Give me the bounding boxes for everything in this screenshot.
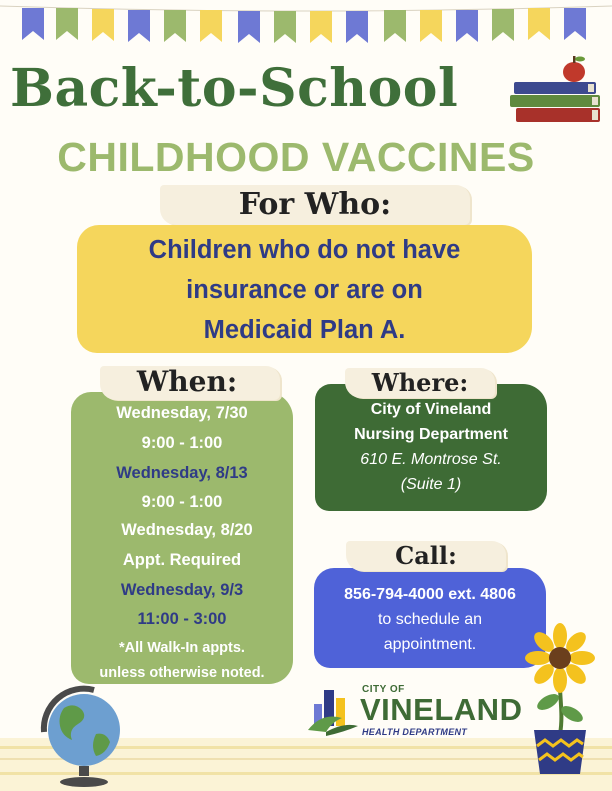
sunflower-pot-icon [520,622,600,778]
logo-city-of: CITY OF [362,684,405,695]
when-time: 9:00 - 1:00 [141,434,223,452]
logo-vineland: VINELAND [360,692,523,727]
where-heading: Where: [371,368,469,397]
who-heading: For Who: [238,187,392,222]
where-line: City of Vineland [370,401,492,418]
books-with-apple-icon [508,52,604,126]
when-date: Wednesday, 7/30 [116,404,248,422]
globe-icon [34,672,130,788]
when-heading: When: [136,365,238,398]
when-date: Wednesday, 8/20 [121,521,253,539]
when-date: Wednesday, 9/3 [120,581,244,599]
call-heading: Call: [395,541,457,570]
call-line: appointment. [383,636,477,653]
vineland-logo-icon [306,684,360,740]
when-note: unless otherwise noted. [99,665,265,681]
title-main: Back-to-School [10,58,459,119]
call-line: to schedule an [377,611,483,628]
bunting-flags [0,0,612,48]
where-suite: (Suite 1) [400,476,462,493]
who-text [77,230,532,350]
who-line: Children who do not have [148,236,461,264]
phone-number[interactable]: 856-794-4000 ext. 4806 [344,586,516,603]
where-address: 610 E. Montrose St. [360,451,502,468]
when-note: Appt. Required [122,551,242,569]
when-date: Wednesday, 8/13 [116,464,248,482]
where-line: Nursing Department [354,426,508,443]
when-time: 11:00 - 3:00 [137,610,227,628]
logo-health-department: HEALTH DEPARTMENT [362,727,468,737]
when-time: 9:00 - 1:00 [141,493,223,511]
who-line: insurance or are on [186,276,423,304]
title-subtitle: CHILDHOOD VACCINES [57,134,535,180]
who-line: Medicaid Plan A. [203,316,406,344]
when-note: *All Walk-In appts. [119,640,245,656]
